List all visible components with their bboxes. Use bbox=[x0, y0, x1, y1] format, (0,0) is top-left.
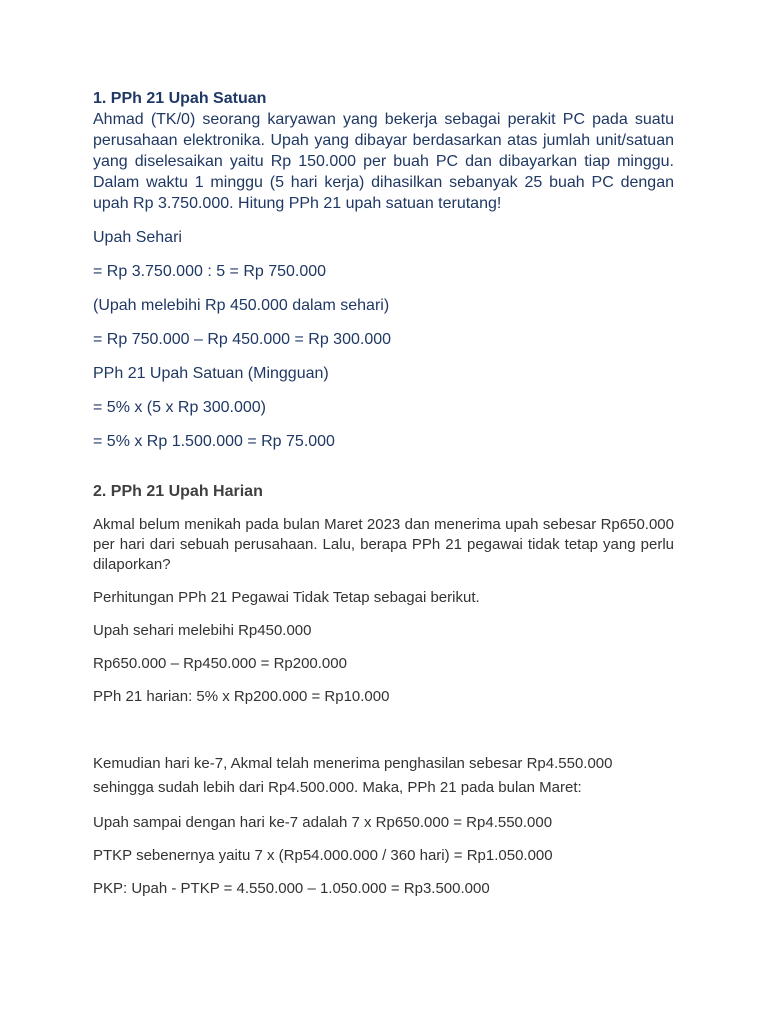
calc-line: PKP: Upah - PTKP = 4.550.000 – 1.050.000 = Rp3.500.000 bbox=[93, 880, 490, 897]
followup-paragraph: Kemudian hari ke-7, Akmal telah menerima penghasilan sebesar Rp4.550.000 sehingga sudah lebih dari Rp4.500.000. Maka, PPh 21 pada bulan Maret: bbox=[93, 755, 613, 796]
problem-paragraph: Akmal belum menikah pada bulan Maret 2023 dan menerima upah sebesar Rp650.000 per hari dari sebuah perusahaan. Lalu, berapa PPh 21 pegawai tidak tetap yang perlu dilaporkan? bbox=[93, 516, 674, 573]
calc-line: = Rp 3.750.000 : 5 = Rp 750.000 bbox=[93, 263, 327, 280]
calc-line: PPh 21 Upah Satuan (Mingguan) bbox=[93, 365, 329, 382]
calc-line: PTKP sebenernya yaitu 7 x (Rp54.000.000 / 360 hari) = Rp1.050.000 bbox=[93, 847, 553, 864]
calc-line: = 5% x (5 x Rp 300.000) bbox=[93, 399, 266, 416]
calc-line: PPh 21 harian: 5% x Rp200.000 = Rp10.000 bbox=[93, 688, 390, 705]
calc-line: = Rp 750.000 – Rp 450.000 = Rp 300.000 bbox=[93, 331, 392, 348]
document-page bbox=[93, 88, 674, 899]
calc-line: Upah sampai dengan hari ke-7 adalah 7 x Rp650.000 = Rp4.550.000 bbox=[93, 814, 553, 831]
problem-paragraph: Ahmad (TK/0) seorang karyawan yang bekerja sebagai perakit PC pada suatu perusahaan elektronika. Upah yang dibayar berdasarkan atas jumlah unit/satuan yang diselesaikan yaitu Rp 150.000 per buah PC dan dibayarkan tiap minggu. Dalam waktu 1 minggu (5 hari kerja) dihasilkan sebanyak 25 buah PC dengan upah Rp 3.750.000. Hitung PPh 21 upah satuan terutang! bbox=[93, 111, 674, 212]
calc-line: = 5% x Rp 1.500.000 = Rp 75.000 bbox=[93, 433, 335, 450]
calc-line: Upah Sehari bbox=[93, 229, 182, 246]
section-upah-harian bbox=[93, 481, 674, 899]
calc-line: Perhitungan PPh 21 Pegawai Tidak Tetap sebagai berikut. bbox=[93, 589, 480, 606]
calc-line: (Upah melebihi Rp 450.000 dalam sehari) bbox=[93, 297, 390, 314]
calc-line: Upah sehari melebihi Rp450.000 bbox=[93, 622, 312, 639]
calc-line: Rp650.000 – Rp450.000 = Rp200.000 bbox=[93, 655, 347, 672]
section-heading: 1. PPh 21 Upah Satuan bbox=[93, 90, 267, 107]
section-upah-satuan bbox=[93, 88, 674, 452]
section-heading: 2. PPh 21 Upah Harian bbox=[93, 483, 263, 500]
